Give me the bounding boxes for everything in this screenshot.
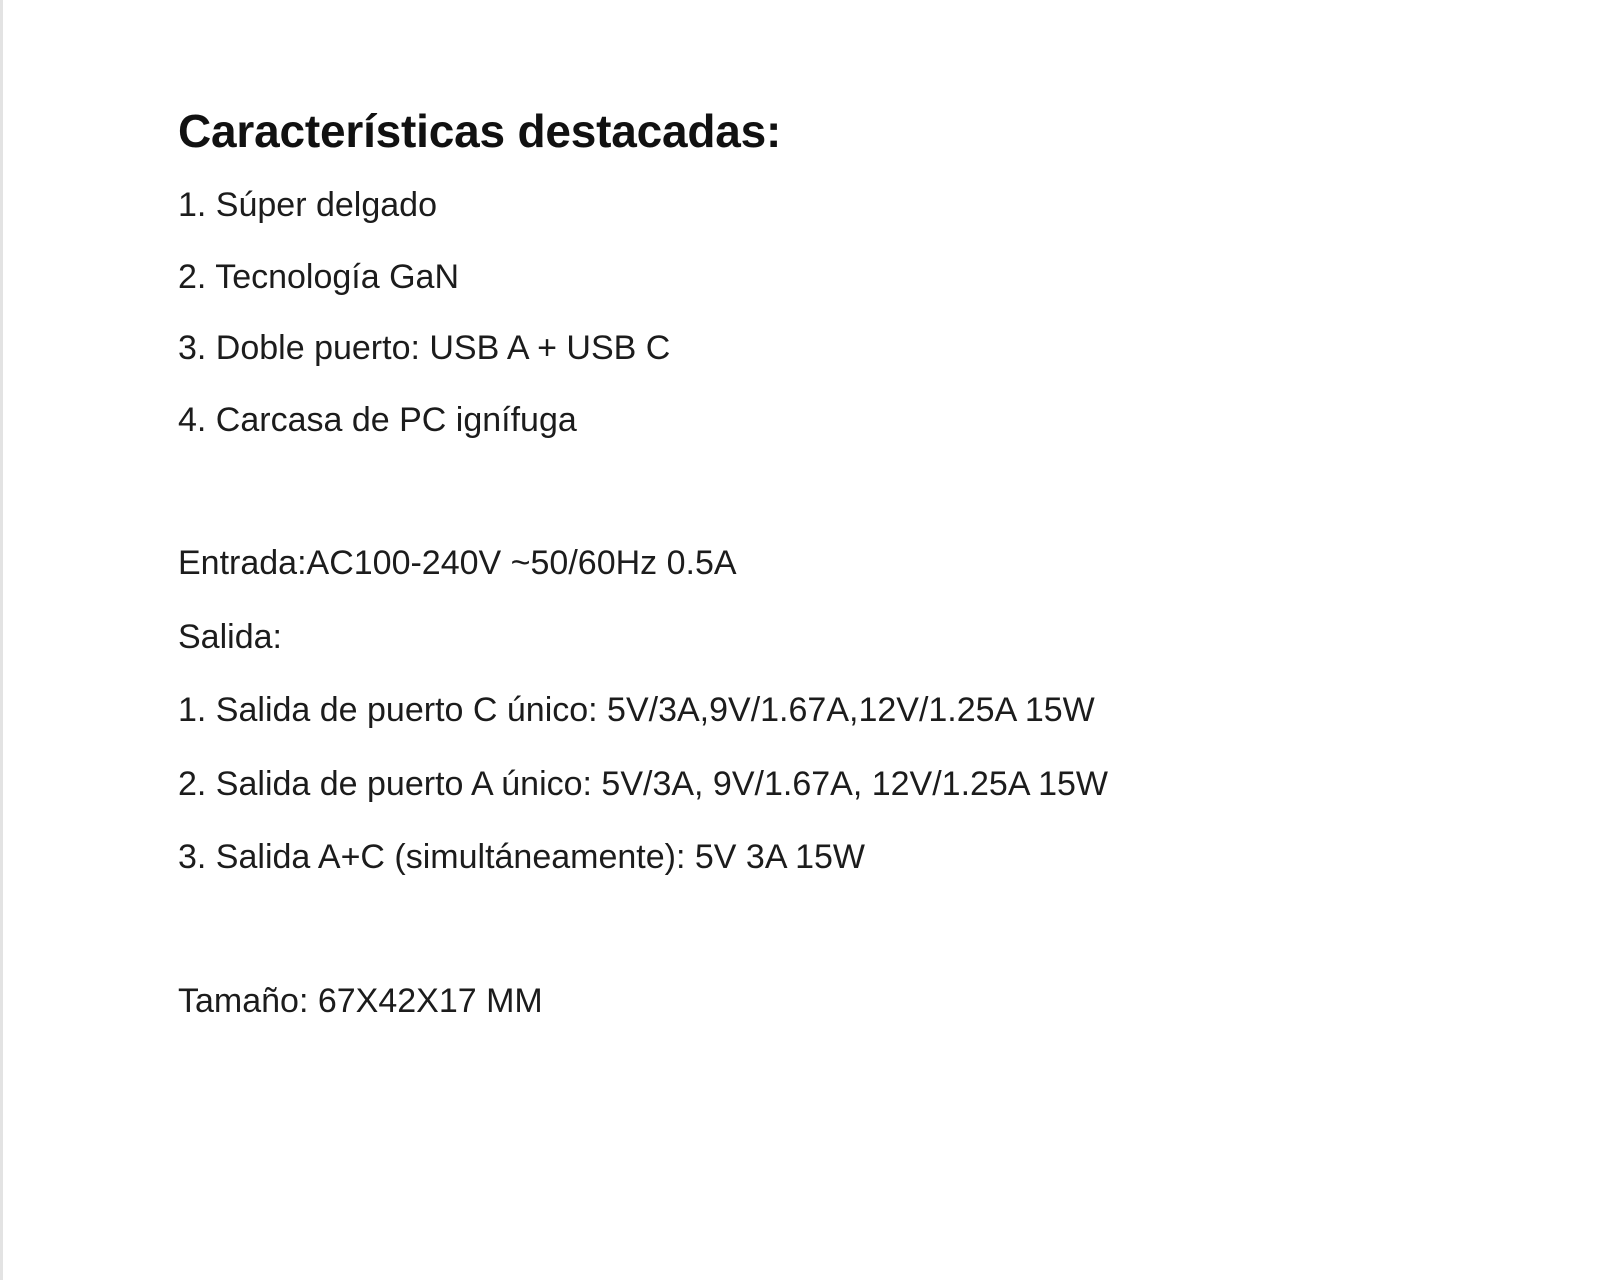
section-spacer-1 xyxy=(178,468,1508,542)
output-label: Salida: xyxy=(178,617,282,656)
spec-content xyxy=(178,104,1508,1023)
size-spec: Tamaño: 67X42X17 MM xyxy=(178,981,543,1020)
section-spacer-2 xyxy=(178,910,1508,980)
output-item-2: 2. Salida de puerto A único: 5V/3A, 9V/1.67A, 12V/1.25A 15W xyxy=(178,764,1108,803)
output-item-3: 3. Salida A+C (simultáneamente): 5V 3A 15W xyxy=(178,838,865,877)
left-edge-divider xyxy=(0,0,3,1280)
feature-item-2: 2. Tecnología GaN xyxy=(178,257,459,296)
feature-item-4: 4. Carcasa de PC ignífuga xyxy=(178,400,577,439)
feature-item-3: 3. Doble puerto: USB A + USB C xyxy=(178,329,671,368)
input-spec: Entrada:AC100-240V ~50/60Hz 0.5A xyxy=(178,544,737,583)
output-item-1: 1. Salida de puerto C único: 5V/3A,9V/1.67A,12V/1.25A 15W xyxy=(178,691,1095,730)
page-title: Características destacadas: xyxy=(178,105,782,157)
feature-item-1: 1. Súper delgado xyxy=(178,186,437,225)
